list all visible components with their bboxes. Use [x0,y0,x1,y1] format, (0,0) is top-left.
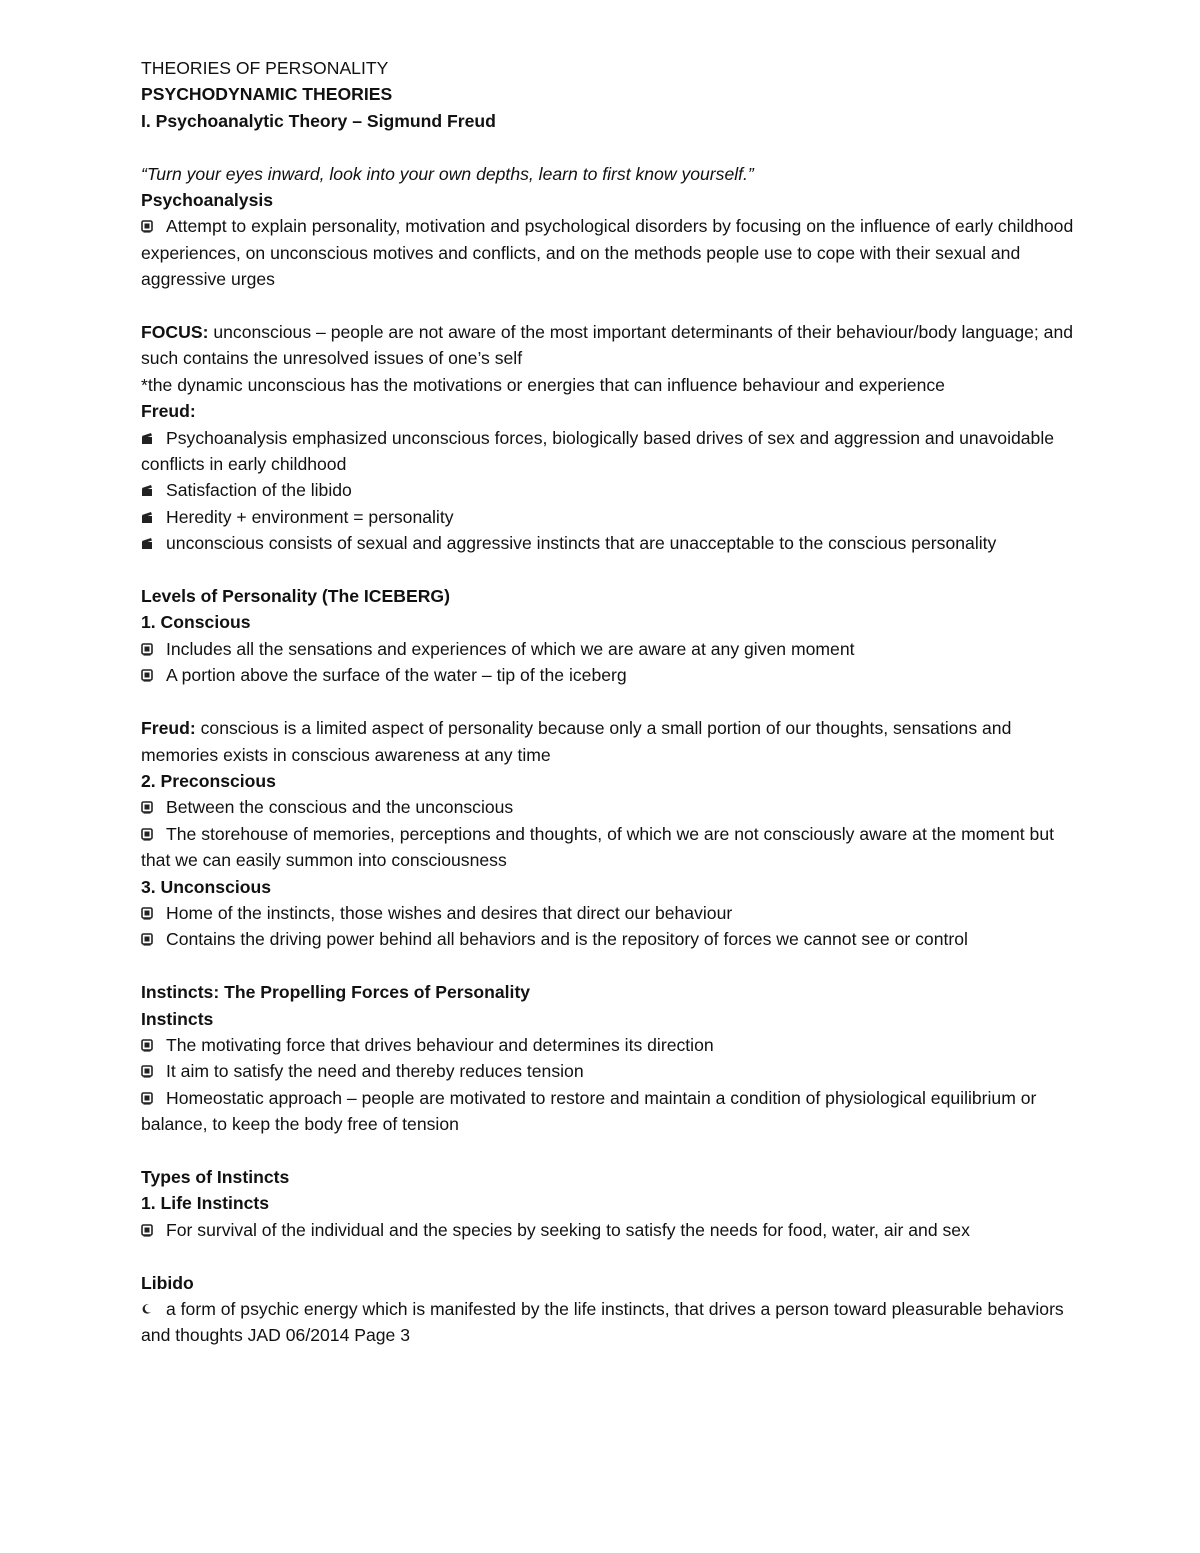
list-item [141,794,1080,820]
clapperboard-bullet-icon [141,431,153,445]
boxed-bullet-icon [141,668,153,682]
boxed-bullet-icon [141,1064,153,1078]
unconscious-heading: 3. Unconscious [141,876,272,897]
list-item [141,530,1080,556]
list-item-text: Includes all the sensations and experiences of which we are aware at any given moment [166,638,855,659]
boxed-bullet-icon [141,1038,153,1052]
libido-heading: Libido [141,1272,194,1293]
spacer [141,1243,1080,1269]
doc-title: THEORIES OF PERSONALITY [141,58,389,78]
spacer [141,134,1080,160]
freud-heading: Freud: [141,401,196,422]
clapperboard-bullet-icon [141,510,153,524]
conscious-heading: 1. Conscious [141,612,251,633]
list-item-text: Between the conscious and the unconscious [166,797,514,818]
crescent-bullet-icon [141,1302,153,1316]
list-item [141,900,1080,926]
boxed-bullet-icon [141,906,153,920]
focus-paragraph [141,319,1080,372]
list-item [141,1085,1080,1138]
boxed-bullet-icon [141,219,153,233]
list-item [141,504,1080,530]
instincts-heading: Instincts: The Propelling Forces of Personality [141,982,531,1003]
list-item [141,1032,1080,1058]
focus-text: unconscious – people are not aware of the most important determinants of their behaviour/body language; and such contains the unresolved issues of one’s self [141,322,1074,369]
clapperboard-bullet-icon [141,536,153,550]
list-item-text: The storehouse of memories, perceptions and thoughts, of which we are not consciously aware at the moment but that we can easily summon into consciousness [141,823,1054,871]
list-item [141,636,1080,662]
boxed-bullet-icon [141,827,153,841]
boxed-bullet-icon [141,1091,153,1105]
list-item-text: Attempt to explain personality, motivation and psychological disorders by focusing on the influence of early childhood experiences, on unconscious motives and conflicts, and on the methods people use to cope with their sexual and aggressive urges [141,216,1074,290]
list-item-text: Home of the instincts, those wishes and desires that direct our behaviour [166,902,733,923]
list-item-text: unconscious consists of sexual and aggressive instincts that are unacceptable to the conscious personality [166,533,997,554]
section-title: PSYCHODYNAMIC THEORIES [141,84,393,105]
list-item [141,1296,1080,1349]
list-item [141,1217,1080,1243]
spacer [141,953,1080,979]
freud-quote: “Turn your eyes inward, look into your own depths, learn to first know yourself.” [141,163,754,184]
spacer [141,1138,1080,1164]
list-item [141,213,1080,292]
focus-label: FOCUS: [141,322,209,343]
levels-heading: Levels of Personality (The ICEBERG) [141,586,450,607]
clapperboard-bullet-icon [141,483,153,497]
boxed-bullet-icon [141,642,153,656]
list-item-text: A portion above the surface of the water – tip of the iceberg [166,665,627,686]
boxed-bullet-icon [141,800,153,814]
list-item-text: Heredity + environment = personality [166,506,454,527]
list-item-text: Contains the driving power behind all behaviors and is the repository of forces we cannot see or control [166,929,968,950]
list-item-text: The motivating force that drives behaviour and determines its direction [166,1034,714,1055]
types-heading: Types of Instincts [141,1166,290,1187]
freud-label: Freud: [141,718,196,739]
spacer [141,293,1080,319]
list-item [141,662,1080,688]
spacer [141,557,1080,583]
list-item [141,821,1080,874]
list-item-text: Homeostatic approach – people are motivated to restore and maintain a condition of physiological equilibrium or balance, to keep the body free of tension [141,1087,1037,1135]
list-item-text: Satisfaction of the libido [166,480,352,501]
psychoanalysis-heading: Psychoanalysis [141,190,274,211]
freud-conscious-paragraph [141,715,1080,768]
list-item-text: a form of psychic energy which is manifested by the life instincts, that drives a person toward pleasurable behaviors and thoughts JAD 06/2014 Page 3 [141,1298,1064,1346]
list-item [141,425,1080,478]
list-item-text: It aim to satisfy the need and thereby reduces tension [166,1061,584,1082]
list-item [141,477,1080,503]
boxed-bullet-icon [141,932,153,946]
freud-conscious-text: conscious is a limited aspect of personality because only a small portion of our thoughts, sensations and memories exists in conscious awareness at any time [141,718,1012,765]
life-instincts-heading: 1. Life Instincts [141,1193,270,1214]
list-item-text: For survival of the individual and the species by seeking to satisfy the needs for food, water, air and sex [166,1219,970,1240]
spacer [141,689,1080,715]
theory-heading: I. Psychoanalytic Theory – Sigmund Freud [141,110,496,131]
list-item [141,926,1080,952]
boxed-bullet-icon [141,1223,153,1237]
instincts-subheading: Instincts [141,1008,214,1029]
list-item-text: Psychoanalysis emphasized unconscious forces, biologically based drives of sex and aggression and unavoidable conflicts in early childhood [141,427,1055,475]
list-item [141,1058,1080,1084]
focus-note: *the dynamic unconscious has the motivations or energies that can influence behaviour and experience [141,374,945,395]
preconscious-heading: 2. Preconscious [141,770,276,791]
